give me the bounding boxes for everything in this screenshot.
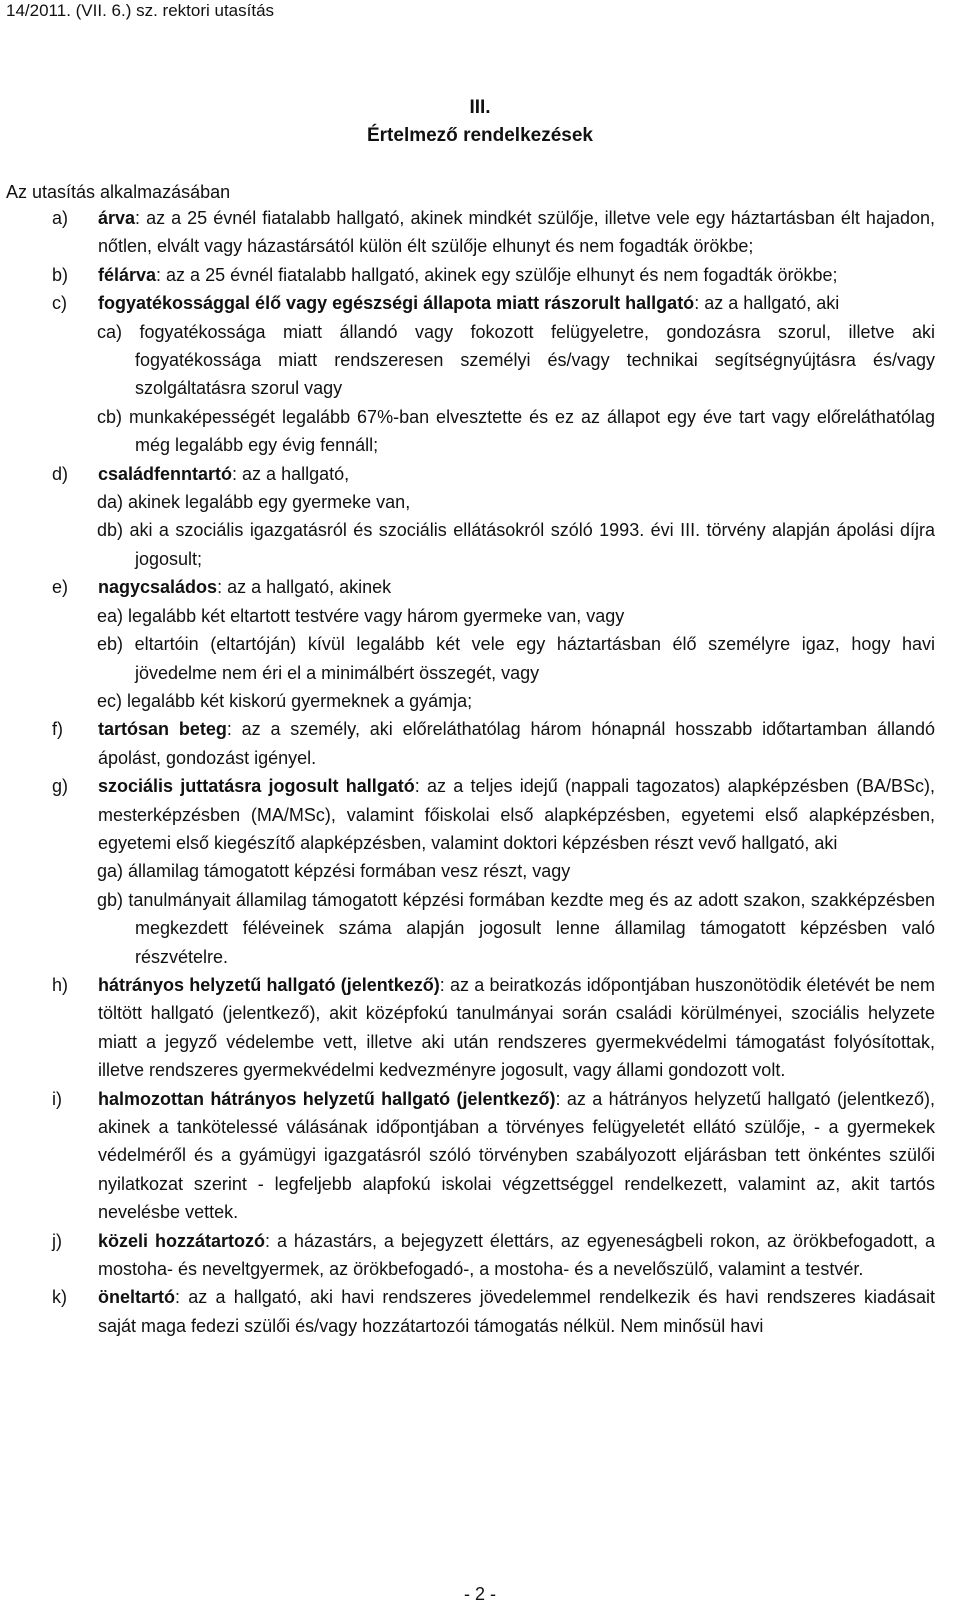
item-term: öneltartó [98, 1287, 176, 1308]
item-text: : az a 25 évnél fiatalabb hallgató, akinek mindkét szülője, illetve vele egy háztartásban élt hajadon, nőtlen, elvált vagy házastársától külön élt szülője elhunyt és nem fogadták örökbe; [98, 208, 935, 257]
running-header: 14/2011. (VII. 6.) sz. rektori utasítás [6, 1, 275, 20]
item-term: családfenntartó [98, 463, 233, 484]
definition-item [0, 1085, 960, 1227]
item-marker: b) [52, 264, 69, 285]
item-text: : a házastárs, a bejegyzett élettárs, az egyeneságbeli rokon, az örökbefogadott, a mostoha- és neveltgyermek, az örökbefogadó-, a mostoha- és a nevelőszülő, valamint a testvér. [98, 1230, 936, 1280]
item-marker: e) [52, 577, 69, 598]
section-number: III. [469, 97, 491, 118]
item-text: : az a személy, aki előreláthatólag három hónapnál hosszabb időtartamban állandó ápolást, gondozást igényel. [98, 719, 936, 768]
item-text: : az a hallgató, aki [694, 293, 840, 314]
item-term: közeli hozzátartozó [98, 1230, 265, 1251]
item-term: halmozottan hátrányos helyzetű hallgató (jelentkező) [98, 1088, 556, 1109]
item-text: : az a beiratkozás időpontjában huszonötödik életévét be nem töltött hallgató (jelentkező), akit középfokú tanulmányai során családi körülményei, szociális helyzete miatt a jegyző védelembe vett, illetve aki után rendszeres gyermekvédelmi támogatást folyósítottak, illetve rendszeres gyermekvédelmi kedvezményre jogosult, vagy állami gondozott volt. [98, 974, 935, 1081]
item-term: hátrányos helyzetű hallgató (jelentkező) [98, 974, 440, 995]
item-term: nagycsaládos [98, 577, 218, 598]
item-term: árva [98, 208, 136, 228]
sub-item: cb) munkaképességét legalább 67%-ban elvesztette és ez az állapot egy éve tart vagy előreláthatólag még legalább egy évig fennáll; [97, 406, 935, 456]
definition-item [0, 261, 960, 289]
item-text: : az a teljes idejű (nappali tagozatos) alapképzésben (BA/BSc), mesterképzésben (MA/MSc), valamint főiskolai első alapképzésben, egyetemi első alapképzésben, egyetemi első kiegészítő alapképzésben, valamint doktori képzésben részt vevő hallgató, aki [98, 776, 935, 853]
item-text: : az a hallgató, aki havi rendszeres jövedelemmel rendelkezik és havi rendszeres kiadásait saját maga fedezi szülői és/vagy hozzátartozói támogatás nélkül. Nem minősül havi [98, 1287, 935, 1336]
item-marker: a) [52, 208, 69, 228]
definition-item [0, 715, 960, 772]
item-marker: g) [52, 776, 69, 797]
sub-item: ea) legalább két eltartott testvére vagy három gyermeke van, vagy [97, 605, 625, 626]
definition-item [0, 460, 960, 488]
sub-item: ga) államilag támogatott képzési formában vesz részt, vagy [97, 861, 571, 882]
item-marker: c) [52, 293, 67, 314]
item-text: : az a hallgató, akinek [217, 577, 392, 598]
definition-item [0, 1283, 960, 1340]
item-text: : az a hátrányos helyzetű hallgató (jelentkező), akinek a tankötelessé válásának időpontjában a törvényes felügyeletét ellátó szülője, - a gyermekek védelméről és a gyámügyi igazgatásról szóló törvényben szabályozott eljárásban tett önkéntes szülői nyilatkozat szerint - legfeljebb alapfokú iskolai végzettséggel rendelkezett, valamint az, akit tartós nevelésbe vettek. [98, 1088, 935, 1223]
item-marker: k) [52, 1287, 67, 1308]
definition-list [0, 204, 960, 1340]
item-term: fogyatékossággal élő vagy egészségi állapota miatt rászorult hallgató [98, 293, 695, 314]
item-term: szociális juttatásra jogosult hallgató [98, 776, 415, 797]
intro-text: Az utasítás alkalmazásában [6, 182, 231, 202]
sub-item: eb) eltartóin (eltartóján) kívül legalább két vele egy háztartásban élő személyre igaz, hogy havi jövedelme nem éri el a minimálbért összegét, vagy [97, 634, 935, 683]
definition-item [0, 289, 960, 317]
item-marker: j) [52, 1230, 62, 1251]
section-title: Értelmező rendelkezések [366, 125, 593, 146]
definition-item [0, 204, 960, 261]
page-number: - 2 - [463, 1584, 496, 1604]
item-text: : az a hallgató, [232, 463, 350, 484]
definition-item [0, 971, 960, 1085]
definition-item [0, 573, 960, 601]
item-marker: d) [52, 463, 69, 484]
item-marker: f) [52, 719, 63, 740]
item-term: tartósan beteg [98, 719, 227, 740]
sub-item: ca) fogyatékossága miatt állandó vagy fokozott felügyeletre, gondozásra szorul, illetve aki fogyatékossága miatt rendszeresen személyi és/vagy technikai segítségnyújtásra és/vagy szolgáltatásra szorul vagy [97, 321, 935, 399]
definition-item [0, 1227, 960, 1284]
sub-item: db) aki a szociális igazgatásról és szociális ellátásokról szóló 1993. évi III. törvény alapján ápolási díjra jogosult; [97, 520, 935, 569]
definition-item [0, 772, 960, 857]
item-marker: h) [52, 974, 69, 995]
sub-item: gb) tanulmányait államilag támogatott képzési formában kezdte meg és az adott szakon, szakképzésben megkezdett féléveinek száma alapján jogosult lenne államilag támogatott képzésben való részvételre. [97, 889, 935, 967]
item-text: : az a 25 évnél fiatalabb hallgató, akinek egy szülője elhunyt és nem fogadták örökbe; [156, 264, 838, 285]
sub-item: ec) legalább két kiskorú gyermeknek a gyámja; [97, 690, 473, 711]
item-term: félárva [98, 264, 157, 285]
sub-item: da) akinek legalább egy gyermeke van, [97, 492, 411, 513]
item-marker: i) [52, 1088, 62, 1109]
